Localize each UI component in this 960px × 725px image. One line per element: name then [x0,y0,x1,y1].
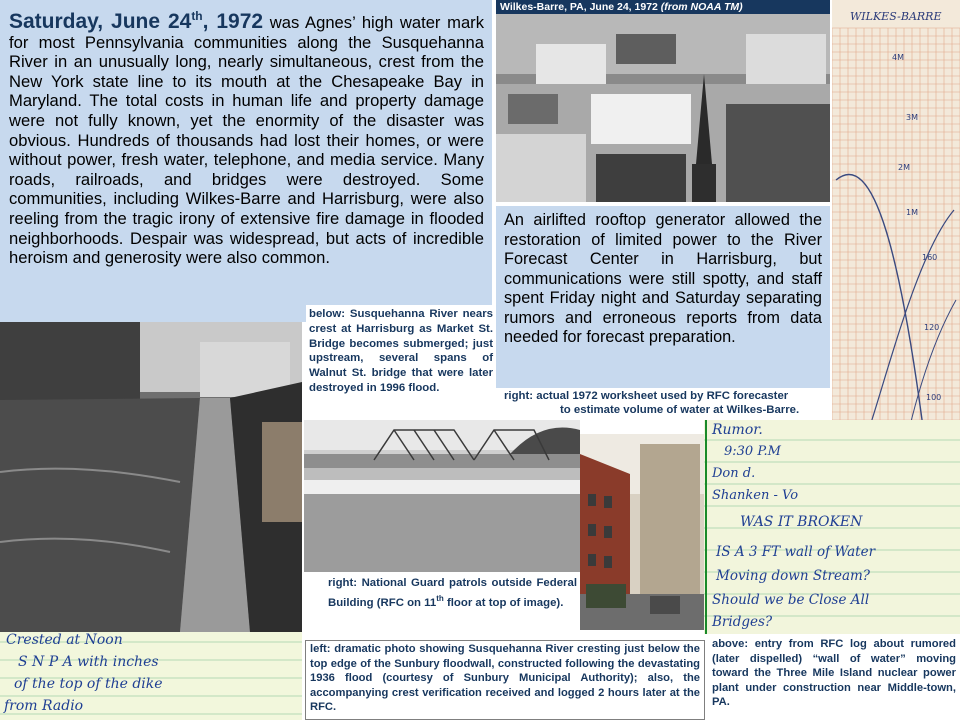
intro-panel [0,0,492,322]
caption-national-guard: right: National Guard patrols outside Federal Building (RFC on 11th floor at top of image). [322,574,580,630]
aerial-flood-photo [496,14,830,202]
rumor-line-5: WAS IT BROKEN [740,514,863,530]
rumor-line-1: Rumor. [712,422,763,438]
intro-lead: Saturday, June 24th, 1972 [9,9,264,33]
worksheet-value-label: 100 [926,393,942,402]
crest-verification-note [0,632,302,720]
sunbury-floodwall-photo [0,322,302,632]
caption-rumor-log: above: entry from RFC log about rumored (later dispelled) “wall of water” moving toward the Three Mile Island nuclear power plant under construction near Middle-town, PA. [708,636,960,720]
rumor-line-8: Should we be Close All [712,592,870,608]
worksheet-header: WILKES-BARRE [850,10,942,23]
rumor-line-9: Bridges? [712,614,773,630]
rumor-log-entry [704,420,960,634]
rumor-line-6: IS A 3 FT wall of Water [716,544,876,560]
worksheet-value-label: 120 [924,323,940,332]
aerial-photo-caption: Wilkes-Barre, PA, June 24, 1972 (from NOAA TM) [496,0,830,14]
worksheet-value-label: 2M [898,163,910,172]
generator-text-panel: An airlifted rooftop generator allowed the restoration of limited power to the River Forecast Center in Harrisburg, but communications were still spotty, and staff spent Friday night and Saturday separating rumors and erroneous reports from data needed for forecast preparation. [496,206,830,388]
caption-worksheet [500,389,830,417]
worksheet-value-label: 3M [906,113,918,122]
caption-worksheet-line-1: right: actual 1972 worksheet used by RFC forecaster [504,390,789,402]
harrisburg-bridge-photo [304,420,580,572]
crest-note-line-3: of the top of the dike [14,676,163,692]
crest-note-line-2: S N P A with inches [18,654,159,670]
federal-building-photo [580,434,704,630]
crest-note-line-1: Crested at Noon [6,632,123,648]
rumor-line-2: 9:30 P.M [724,444,781,459]
intro-body: was Agnes’ high water mark for most Pennsylvania communities along the Susquehanna River in an unusually long, nearly simultaneous, crest from the New York state line to its mouth at the Chesapeake Bay in Maryland. The total costs in human life and property damage were not fully known, yet the enormity of the disaster was obvious. Hundreds of thousands had lost their homes, or were without power, fresh water, telephone, and media service. Many roads, railroads, and bridges were destroyed. Some communities, including Wilkes-Barre and Harrisburg, were also reeling from the tragic irony of extensive fire damage in flooded neighborhoods. Despair was widespread, but acts of incredible heroism and generosity were also common. [9,13,484,268]
crest-note-line-4: from Radio [4,698,84,714]
caption-sunbury-floodwall: left: dramatic photo showing Susquehanna River cresting just below the top edge of the Sunbury floodwall, constructed following the devastating 1936 flood (courtesy of Sunbury Municipal Authority); also, the accompanying crest verification received and logged 2 hours later at the RFC. [305,640,705,720]
caption-worksheet-line-2: to estimate volume of water at Wilkes-Barre. [560,403,800,416]
worksheet-value-label: 4M [892,53,904,62]
rumor-line-3: Don d. [712,466,756,481]
rumor-line-7: Moving down Stream? [716,568,871,584]
worksheet-value-label: 1M [906,208,918,217]
rumor-line-4: Shanken - Vo [712,488,799,503]
caption-harrisburg-bridge: below: Susquehanna River nears crest at Harrisburg as Market St. Bridge becomes submerged; just upstream, several spans of Walnut St. bridge that were later destroyed in 1996 flood. [306,305,496,419]
worksheet-value-label: 160 [922,253,938,262]
